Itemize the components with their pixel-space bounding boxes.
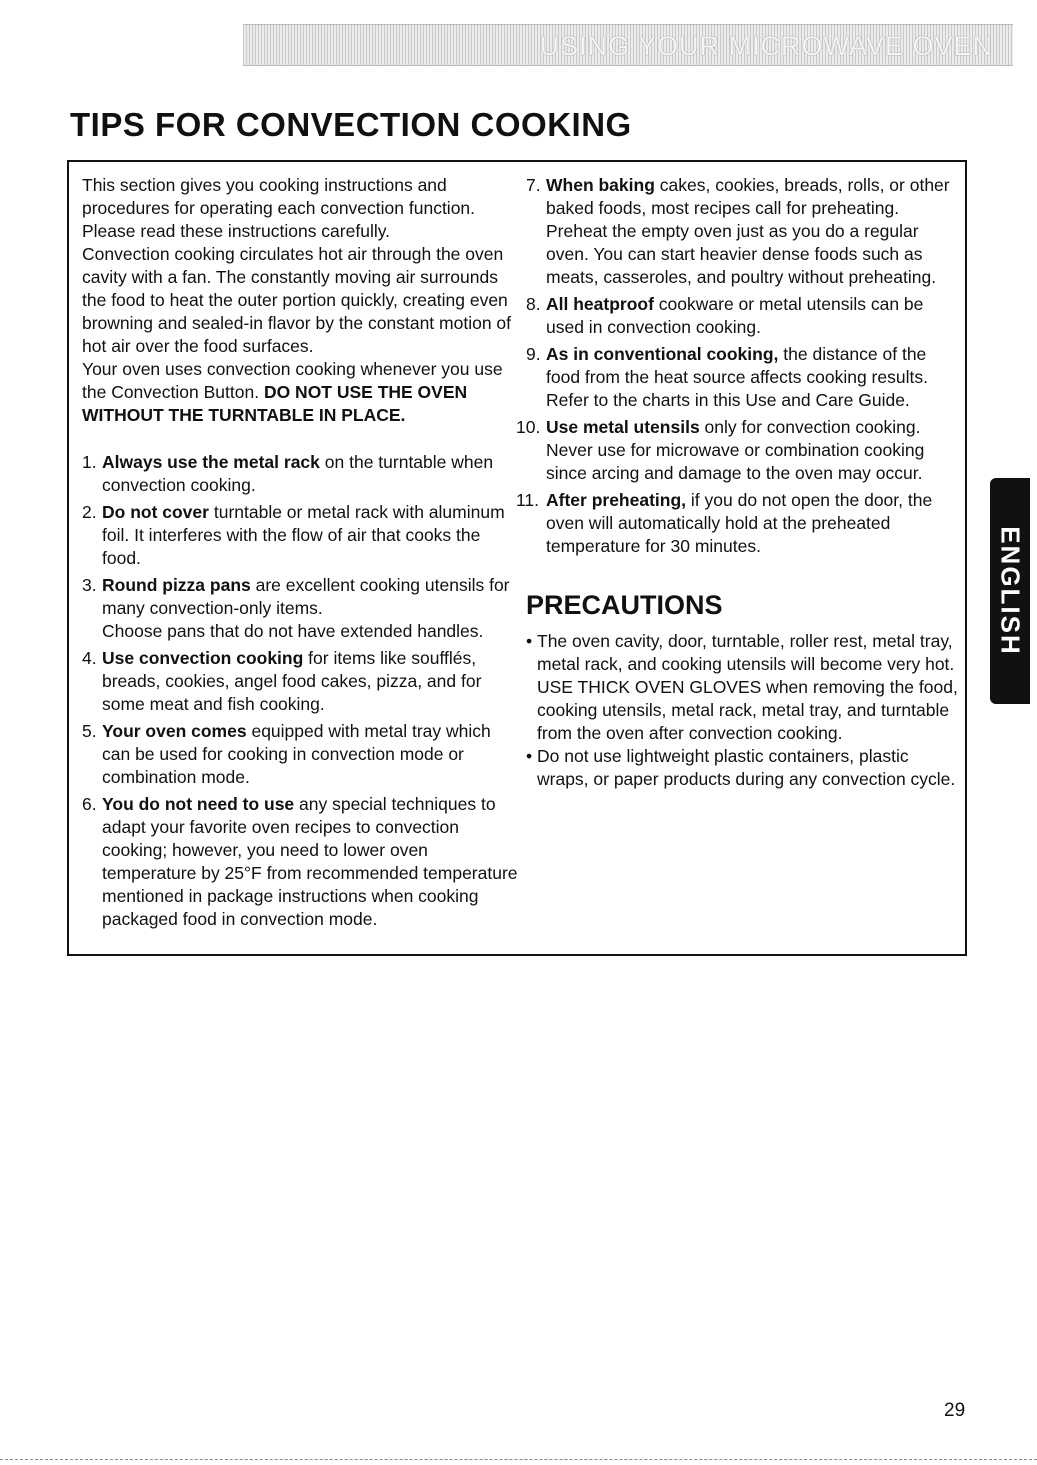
intro-text: Your oven uses convection cooking whenever you use the Convection Button. [82, 359, 503, 402]
intro-paragraph: This section gives you cooking instructions and procedures for operating each convection function. Please read these instructions carefully. [82, 175, 476, 241]
tip-item [82, 574, 522, 643]
intro-paragraph [82, 358, 522, 427]
right-column [516, 174, 958, 791]
tip-lead: Round pizza pans [102, 575, 251, 595]
tip-text: cookware or metal utensils can be used in convection cooking. [546, 294, 924, 337]
tips-list-right [516, 174, 958, 558]
tip-text: if you do not open the door, the oven will automatically hold at the preheated temperature for 30 minutes. [546, 490, 933, 556]
tip-text: are excellent cooking utensils for many convection-only items. [102, 575, 510, 618]
precautions-list [526, 630, 958, 791]
tip-item [82, 501, 522, 570]
tip-lead: Do not cover [102, 502, 209, 522]
tip-text: equipped with metal tray which can be used for cooking in convection mode or combination mode. [102, 721, 491, 787]
tip-text: for items like soufflés, breads, cookies, angel food cakes, pizza, and for some meat and fish cooking. [102, 648, 482, 714]
precaution-text: Do not use lightweight plastic containers, plastic wraps, or paper products during any convection cycle. [537, 746, 956, 789]
tip-number: 2. [82, 502, 97, 522]
tip-text: only for convection cooking. Never use for microwave or combination cooking since arcing and damage to the oven may occur. [546, 417, 925, 483]
tip-number: 11. [516, 490, 540, 510]
precaution-text: The oven cavity, door, turntable, roller rest, metal tray, metal rack, and cooking utensils will become very hot. [537, 631, 955, 674]
tip-number: 9. [526, 344, 541, 364]
tip-lead: As in conventional cooking, [546, 344, 779, 364]
intro [82, 174, 522, 427]
precaution-item [526, 745, 958, 791]
precautions-title: PRECAUTIONS [526, 590, 723, 620]
bullet-icon: • [526, 746, 533, 766]
tip-lead: Use metal utensils [546, 417, 700, 437]
section-label: USING YOUR MICROWAVE OVEN [539, 31, 993, 61]
tip-text: cakes, cookies, breads, rolls, or other baked foods, most recipes call for preheating. Preheat the empty oven just as you do a regular oven. You can start heavier dense foods such as meats, casseroles, and poultry without preheating. [546, 175, 950, 287]
page-number: 29 [944, 1400, 966, 1421]
tip-number: 4. [82, 648, 97, 668]
tip-lead: Always use the metal rack [102, 452, 320, 472]
precaution-extra: USE THICK OVEN GLOVES when removing the food, cooking utensils, metal rack, metal tray, and turntable from the oven after convection cooking. [537, 677, 958, 743]
tip-item [516, 489, 958, 558]
tip-text: turntable or metal rack with aluminum foil. It interferes with the flow of air that cooks the food. [102, 502, 505, 568]
tip-lead: After preheating, [546, 490, 687, 510]
tip-text: any special techniques to adapt your favorite oven recipes to convection cooking; however, you need to lower oven temperature by 25°F from recommended temperature mentioned in package instructions when cooking packaged food in convection mode. [102, 794, 518, 929]
turntable-warning: DO NOT USE THE OVEN WITHOUT THE TURNTABLE IN PLACE. [82, 382, 468, 425]
page-title: TIPS FOR CONVECTION COOKING [70, 106, 632, 143]
tip-number: 6. [82, 794, 97, 814]
tip-item [82, 647, 522, 716]
tips-box [67, 160, 967, 956]
tip-number: 5. [82, 721, 97, 741]
language-tab [990, 478, 1030, 704]
language-label: ENGLISH [995, 526, 1026, 656]
tip-lead: Your oven comes [102, 721, 247, 741]
tip-item [526, 293, 958, 339]
tip-item [82, 793, 522, 931]
tip-text: on the turntable when convection cooking. [102, 452, 494, 495]
tip-extra: Choose pans that do not have extended handles. [102, 621, 484, 641]
section-header-bar [243, 24, 1013, 66]
tip-item [516, 416, 958, 485]
tip-lead: All heatproof [546, 294, 654, 314]
tip-text: the distance of the food from the heat source affects cooking results. Refer to the charts in this Use and Care Guide. [546, 344, 928, 410]
tip-number: 1. [82, 452, 97, 472]
tip-lead: When baking [546, 175, 655, 195]
precaution-item [526, 630, 958, 745]
left-column [82, 174, 522, 935]
bullet-icon: • [526, 631, 533, 651]
tips-list-left [82, 451, 522, 931]
tip-number: 8. [526, 294, 541, 314]
tip-number: 10. [516, 417, 541, 437]
bottom-rule [0, 1459, 1037, 1460]
tip-number: 3. [82, 575, 97, 595]
tip-number: 7. [526, 175, 541, 195]
tip-item [526, 343, 958, 412]
tip-item [82, 451, 522, 497]
intro-paragraph: Convection cooking circulates hot air through the oven cavity with a fan. The constantly moving air surrounds the food to heat the outer portion quickly, creating even browning and sealed-in flavor by the constant motion of hot air over the food surfaces. [82, 244, 512, 356]
tip-lead: You do not need to use [102, 794, 295, 814]
tip-item [82, 720, 522, 789]
tip-item [526, 174, 958, 289]
tip-lead: Use convection cooking [102, 648, 304, 668]
